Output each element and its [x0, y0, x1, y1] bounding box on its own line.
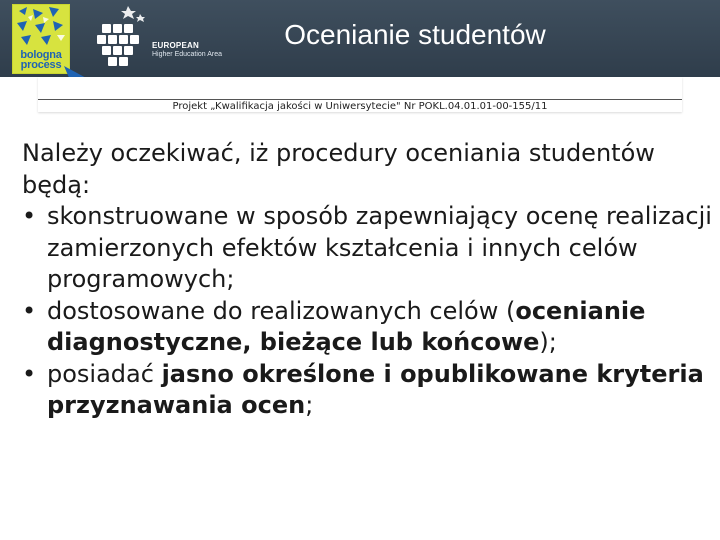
ehea-logo-word-area: Higher Education Area	[152, 51, 223, 58]
slide-title: Ocenianie studentów	[284, 19, 546, 50]
bullet-text-post: );	[539, 328, 557, 356]
bullet-text-bold: jasno określone i opublikowane kryteria przyznawania ocen	[47, 359, 704, 419]
bullet-text: skonstruowane w sposób zapewniający ocenę realizacji zamierzonych efektów kształcenia i innych celów programowych;	[47, 202, 712, 293]
bologna-process-logo	[12, 4, 70, 74]
project-caption: Projekt „Kwalifikacja jakości w Uniwersytecie" Nr POKL.04.01.01-00-155/11	[172, 101, 548, 112]
criteria-list	[22, 201, 712, 422]
bologna-logo-word-2: process	[20, 59, 62, 71]
bologna-logo-text	[13, 50, 69, 70]
ehea-logo	[92, 4, 252, 74]
intro-text: Należy oczekiwać, iż procedury oceniania studentów będą:	[22, 139, 655, 199]
slide-body	[22, 138, 712, 422]
project-banner	[38, 77, 682, 112]
bullet-text-post: ;	[305, 391, 314, 419]
bullet-icon: •	[22, 296, 37, 325]
ehea-puzzle-stars-icon	[92, 4, 152, 74]
bullet-text-pre: posiadać	[47, 359, 162, 388]
bullet-text-bold: ocenianie diagnostyczne, bieżące lub końcowe	[47, 296, 646, 356]
bullet-icon: •	[22, 359, 37, 388]
list-item	[22, 296, 712, 359]
slide-header	[0, 0, 720, 77]
bullet-text-pre: dostosowane do realizowanych celów (	[47, 296, 516, 325]
divider-line	[38, 99, 682, 100]
list-item	[22, 201, 712, 296]
list-item	[22, 359, 712, 422]
bullet-icon: •	[22, 202, 37, 230]
ehea-logo-word-european: EUROPEAN	[152, 41, 199, 50]
bologna-stars-icon	[13, 5, 69, 49]
bologna-logo-word-1: bologna	[20, 49, 62, 61]
